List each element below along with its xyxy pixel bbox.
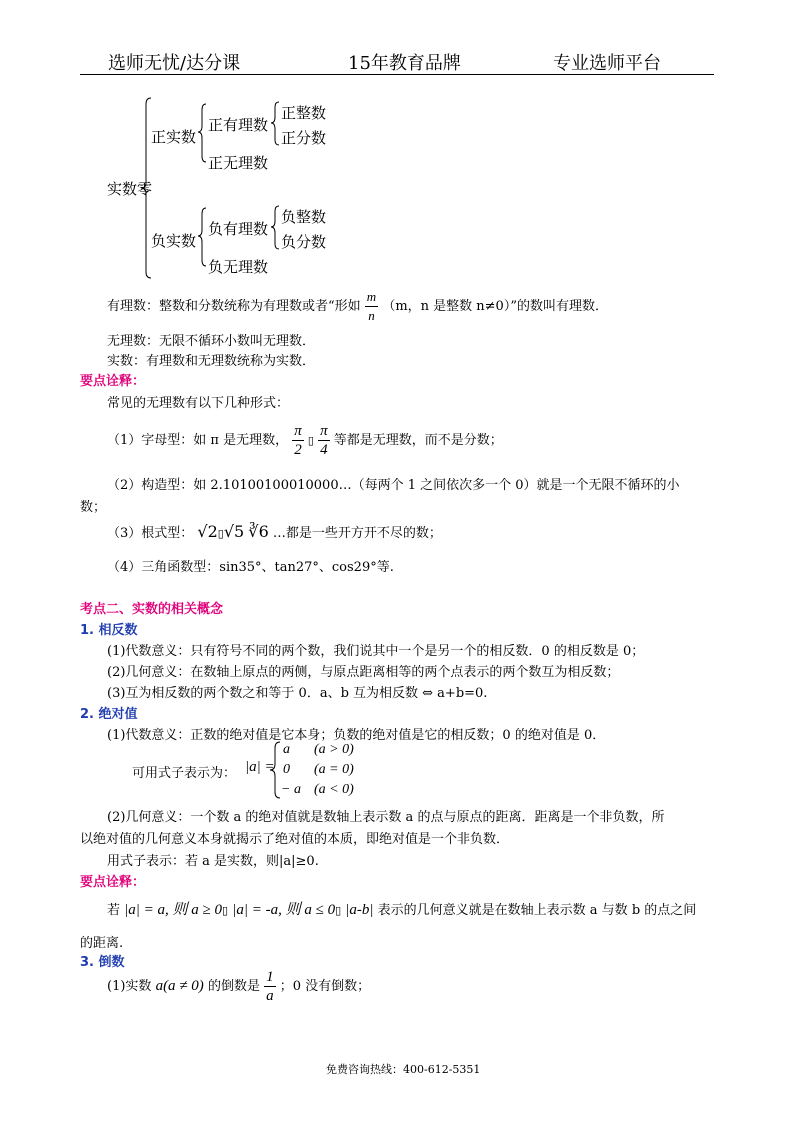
note-formula-1: |a| = a, 则 a ≥ 0 — [124, 902, 223, 918]
irrational-form-trig: （4）三角函数型：sin35°、tan27°、cos29°等. — [107, 560, 394, 575]
irrational-definition: 无理数：无限不循环小数叫无理数． — [107, 334, 316, 349]
section-2-title: 考点二、实数的相关概念 — [80, 602, 224, 617]
tree-negative-fraction: 负分数 — [281, 233, 327, 251]
absolute-geometric: (2)几何意义：一个数 a 的绝对值就是数轴上表示数 a 的点与原点的距离．距离是一个非负数，所 — [107, 810, 665, 825]
header-center: 15年教育品牌 — [348, 53, 461, 74]
fraction-numerator: m — [365, 288, 378, 307]
rational-def-text: 有理数：整数和分数统称为有理数或者“形如 — [107, 299, 361, 314]
note-suffix: 表示的几何意义就是在数轴上表示数 a 与数 b 的点之间 — [377, 903, 697, 918]
header-right: 专业选师平台 — [553, 53, 661, 74]
absolute-note-cont: 的距离. — [80, 936, 124, 951]
denominator-2: 2 — [294, 442, 302, 458]
absolute-algebraic: (1)代数意义：正数的绝对值是它本身；负数的绝对值是它的相反数；0 的绝对值是 0． — [107, 728, 606, 743]
absolute-lhs: |a| = — [245, 759, 275, 775]
absolute-value-title: 2. 绝对值 — [80, 707, 138, 722]
absolute-nonnegative: 用式子表示：若 a 是实数，则|a|≥0. — [107, 854, 319, 869]
form-letter-tail: 等都是无理数，而不是分数； — [333, 433, 503, 448]
reciprocal-numerator: 1 — [266, 969, 274, 985]
form-root-tail: …都是一些开方开不尽的数； — [272, 526, 442, 541]
note-prefix: 若 — [107, 903, 121, 918]
reciprocal-denominator: a — [266, 988, 274, 1004]
case-zero-condition: (a = 0) — [314, 762, 354, 777]
reciprocal-suffix: ；0 没有倒数； — [279, 979, 371, 994]
absolute-geometric-cont: 以绝对值的几何意义本身就揭示了绝对值的本质，即绝对值是一个非负数． — [80, 832, 510, 847]
note-formula-3: |a-b| — [345, 902, 374, 918]
cbrt-6: ∛6 — [248, 522, 269, 541]
reciprocal-mid: 的倒数是 — [207, 979, 260, 994]
reciprocal-prefix: (1)实数 — [107, 979, 152, 994]
pi-numerator-2: π — [320, 423, 328, 439]
reciprocal-line — [107, 968, 370, 1005]
tree-negative-integer: 负整数 — [281, 208, 327, 226]
case-positive-value: a — [283, 742, 290, 757]
tree-negative-rational: 负有理数 — [208, 220, 269, 238]
denominator-4: 4 — [320, 442, 328, 458]
absolute-formula-label: 可用式子表示为： — [132, 766, 237, 781]
tree-positive-irrational: 正无理数 — [208, 154, 269, 172]
rational-def-tail: （m，n 是整数 n≠0）”的数叫有理数． — [382, 299, 608, 314]
case-zero-value: 0 — [283, 762, 290, 777]
tree-negative-irrational: 负无理数 — [208, 258, 269, 276]
opposite-algebraic: (1)代数意义：只有符号不同的两个数，我们说其中一个是另一个的相反数．0 的相反数是 0； — [107, 644, 645, 659]
fraction-denominator: n — [368, 308, 375, 323]
tree-positive-real: 正实数 — [151, 128, 197, 146]
real-definition: 实数：有理数和无理数统称为实数． — [107, 354, 316, 369]
key-note-title: 要点诠释： — [80, 374, 146, 389]
irrational-form-letter: （1）字母型：如 π 是无理数， $\frac{\pi}{2}$ ▯ $\frac{\pi}{4}$ 等都是无理数，而不是分数； — [107, 423, 503, 458]
tree-zero-label: 零 — [137, 180, 153, 198]
tree-positive-rational: 正有理数 — [208, 116, 269, 134]
key-note-title-2: 要点诠释： — [80, 875, 146, 890]
case-negative-condition: (a < 0) — [314, 782, 354, 797]
sqrt-5: √5 — [223, 522, 245, 541]
absolute-note-line: 若 |a| = a, 则 a ≥ 0▯ |a| = -a, 则 a ≤ 0▯ |a-b| 表示的几何意义就是在数轴上表示数 a 与数 b 的点之间 — [107, 902, 697, 918]
case-positive-condition: (a > 0) — [314, 742, 354, 757]
opposite-geometric: (2)几何意义：在数轴上原点的两侧，与原点距离相等的两个点表示的两个数互为相反数； — [107, 665, 620, 680]
opposite-number-title: 1. 相反数 — [80, 623, 138, 638]
case-negative-value: − a — [281, 782, 301, 797]
reciprocal-expression: a(a ≠ 0) — [155, 978, 204, 994]
irrational-form-construct: （2）构造型：如 2.10100100010000…（每两个 1 之间依次多一个 0）就是一个无限不循环的小 — [107, 478, 680, 493]
tree-positive-integer: 正整数 — [281, 104, 327, 122]
tree-positive-fraction: 正分数 — [281, 129, 327, 147]
pi-numerator: π — [294, 423, 302, 439]
header-left: 选师无忧/达分课 — [108, 53, 241, 74]
tree-root-label: 实数 — [107, 180, 138, 198]
form-root-text: （3）根式型： — [107, 526, 194, 541]
form-letter-text: （1）字母型：如 π 是无理数， — [107, 433, 289, 448]
fraction-1-over-a — [264, 968, 276, 1005]
note-formula-2: |a| = -a, 则 a ≤ 0 — [232, 902, 336, 918]
irrational-forms-intro: 常见的无理数有以下几种形式： — [107, 396, 290, 411]
sqrt-2: √2 — [197, 522, 218, 541]
tree-negative-real: 负实数 — [151, 232, 197, 250]
opposite-sum: (3)互为相反数的两个数之和等于 0．a、b 互为相反数 ⇔ a+b=0. — [107, 686, 488, 701]
irrational-form-root: （3）根式型： √2▯√5 ∛6 …都是一些开方开不尽的数； — [107, 522, 442, 541]
irrational-form-construct-cont: 数； — [80, 500, 107, 515]
footer-hotline: 免费咨询热线：400-612-5351 — [326, 1063, 481, 1076]
reciprocal-title: 3. 倒数 — [80, 955, 125, 970]
